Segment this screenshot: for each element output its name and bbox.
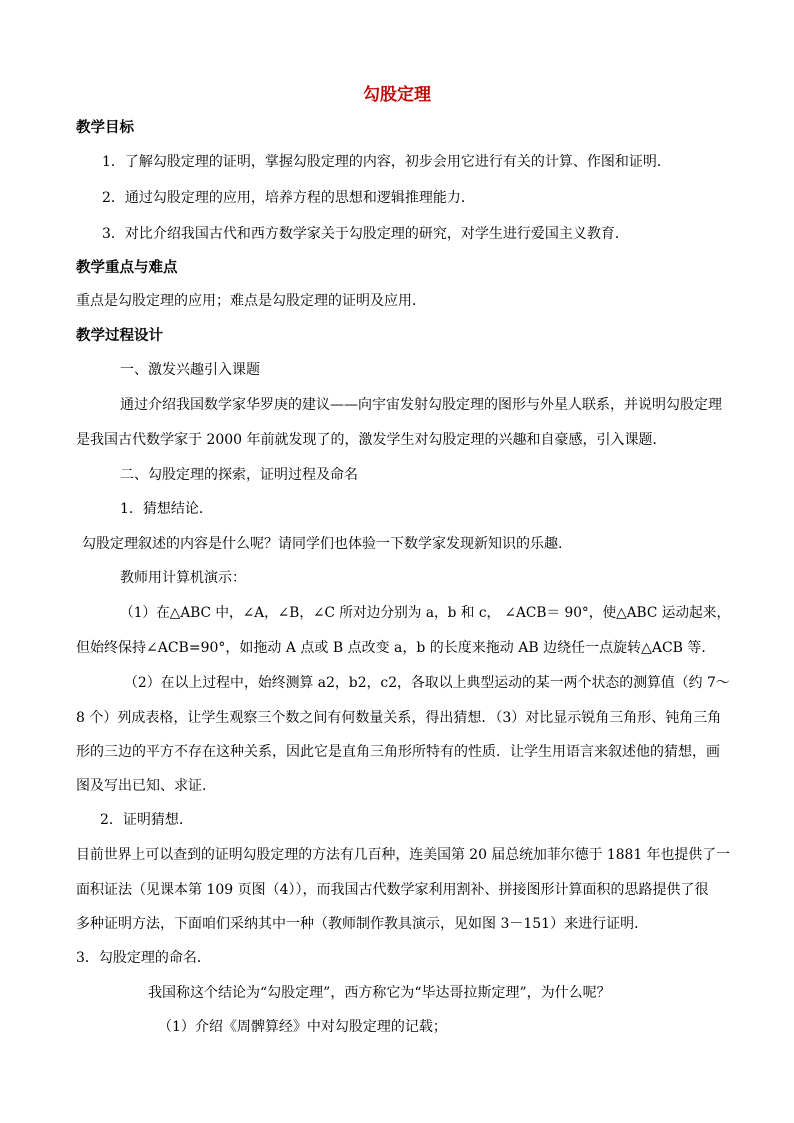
process-line: 一、激发兴趣引入课题 [120, 362, 260, 378]
goal-item-1: 1．了解勾股定理的证明，掌握勾股定理的内容，初步会用它进行有关的计算、作图和证明． [102, 154, 671, 170]
process-line: 形的三边的平方不存在这种关系，因此它是直角三角形所特有的性质．让学生用语言来叙述他的猜想，画 [76, 744, 720, 760]
page-title: 勾股定理 [363, 85, 431, 105]
process-line: 但始终保持∠ACB=90°，如拖动 A 点或 B 点改变 a，b 的长度来拖动 AB 边绕任一点旋转△ACB 等． [76, 640, 716, 656]
process-line: （1）介绍《周髀算经》中对勾股定理的记载； [158, 1019, 447, 1035]
process-line: 二、勾股定理的探索，证明过程及命名 [120, 467, 358, 483]
section-heading-goals: 教学目标 [76, 119, 134, 136]
section-heading-keypoints: 教学重点与难点 [76, 259, 178, 276]
process-line: 图及写出已知、求证． [76, 778, 216, 794]
goal-item-2: 2．通过勾股定理的应用，培养方程的思想和逻辑推理能力． [102, 190, 475, 206]
process-line: 勾股定理叙述的内容是什么呢？请同学们也体验一下数学家发现新知识的乐趣. [82, 536, 563, 552]
process-line: （1）在△ABC 中，∠A，∠B，∠C 所对边分别为 a，b 和 c， ∠ACB＝ 90°，使△ABC 运动起来， [120, 605, 731, 621]
process-line: 教师用计算机演示： [120, 570, 246, 586]
process-line: 1．猜想结论． [120, 501, 213, 517]
keypoints-text: 重点是勾股定理的应用；难点是勾股定理的证明及应用． [76, 293, 426, 309]
process-line: 目前世界上可以查到的证明勾股定理的方法有几百种，连美国第 20 届总统加菲尔德于 1881 年也提供了一 [76, 847, 730, 863]
process-line: 2．证明猜想． [100, 812, 193, 828]
process-line: 3．勾股定理的命名． [76, 950, 211, 966]
process-line: 面积证法（见课本第 109 页图（4）），而我国古代数学家利用割补、拼接图形计算面积的思路提供了很 [76, 882, 709, 898]
goal-item-3: 3．对比介绍我国古代和西方数学家关于勾股定理的研究，对学生进行爱国主义教育． [102, 226, 629, 242]
process-line: （2）在以上过程中，始终测算 a2，b2，c2，各取以上典型运动的某一两个状态的测算值（约 7～ [124, 675, 730, 691]
process-line: 8 个）列成表格，让学生观察三个数之间有何数量关系，得出猜想．（3）对比显示锐角三角形、钝角三角 [76, 710, 722, 726]
process-line: 多种证明方法，下面咱们采纳其中一种（教师制作教具演示，见如图 3－151）来进行证明． [76, 916, 649, 932]
process-line: 我国称这个结论为“勾股定理”，西方称它为“毕达哥拉斯定理”，为什么呢？ [148, 985, 611, 1001]
process-line: 是我国古代数学家于 2000 年前就发现了的，激发学生对勾股定理的兴趣和自豪感，引入课题． [76, 432, 667, 448]
process-line: 通过介绍我国数学家华罗庚的建议——向宇宙发射勾股定理的图形与外星人联系，并说明勾股定理 [120, 397, 722, 413]
section-heading-process: 教学过程设计 [76, 327, 163, 344]
